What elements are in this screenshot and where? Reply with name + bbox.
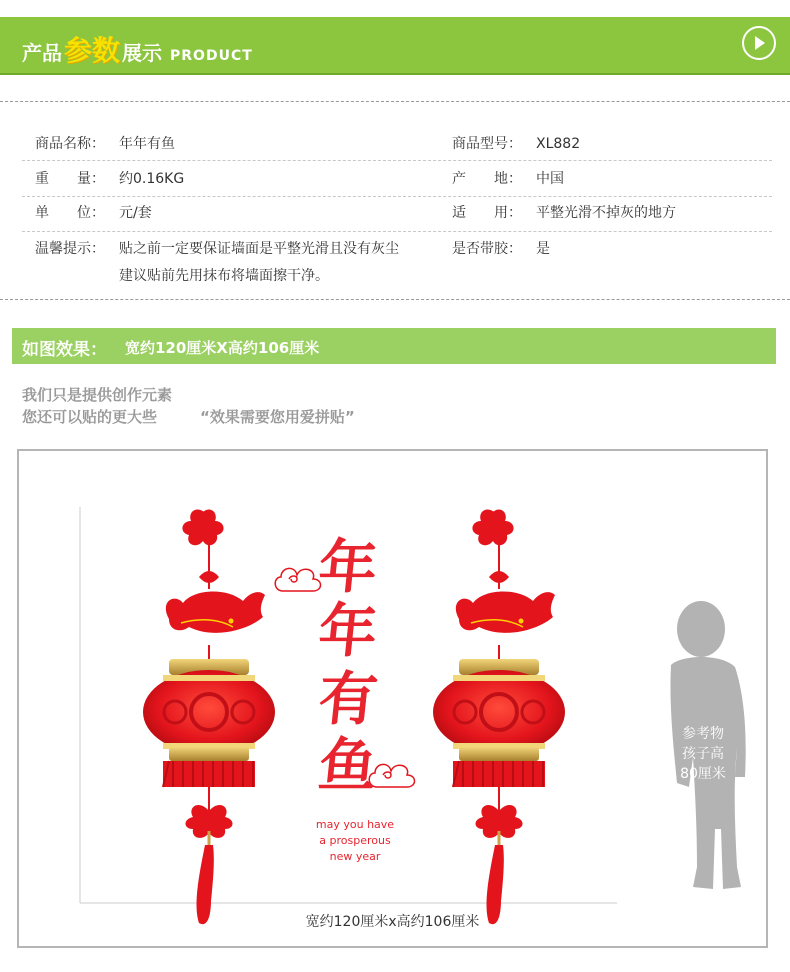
effect-heading-bar — [12, 328, 776, 364]
section-title — [22, 29, 253, 67]
model-label: 商品型号： — [452, 136, 522, 152]
unit-label: 单 位： — [35, 205, 105, 221]
calligraphy-char: 鱼 — [315, 731, 381, 799]
name-value: 年年有鱼 — [119, 136, 175, 152]
slogan-text — [295, 817, 415, 865]
model-value: XL882 — [536, 136, 581, 152]
effect-title: 如图效果： — [22, 340, 107, 360]
note-line1: 我们只是提供创作元素 — [22, 386, 173, 404]
divider-top — [0, 101, 790, 102]
row-divider — [22, 160, 772, 161]
dimension-caption: 宽约120厘米x高约106厘米 — [305, 914, 480, 930]
usage-value: 平整光滑不掉灰的地方 — [536, 205, 676, 221]
note-quote: “效果需要您用爱拼贴” — [200, 408, 355, 426]
tip-line2: 建议贴前先用抹布将墙面擦干净。 — [119, 268, 329, 284]
tip-label: 温馨提示： — [35, 241, 105, 257]
origin-label: 产 地： — [452, 171, 522, 187]
weight-label: 重 量： — [35, 171, 105, 187]
slogan-line: a prosperous — [319, 834, 391, 847]
chevron-right-circle-icon — [744, 28, 774, 58]
section-header-banner — [0, 17, 790, 73]
tip-line1: 贴之前一定要保证墙面是平整光滑且没有灰尘 — [119, 241, 399, 257]
usage-label: 适 用： — [452, 205, 522, 221]
title-part2: 展示 — [122, 41, 163, 65]
next-button[interactable] — [742, 26, 776, 60]
slogan-line: may you have — [315, 818, 395, 831]
reference-line: 孩子高 — [682, 746, 724, 762]
weight-value: 约0.16KG — [119, 171, 185, 187]
title-english: PRODUCT — [170, 48, 253, 64]
row-divider — [22, 196, 772, 197]
calligraphy-char: 有 — [315, 665, 381, 733]
preview-frame — [17, 449, 768, 948]
slogan-line: new year — [329, 850, 381, 863]
row-divider — [22, 231, 772, 232]
note-line2: 您还可以贴的更大些 — [22, 408, 158, 426]
title-highlight: 参数 — [64, 34, 121, 67]
reference-label — [673, 724, 733, 784]
origin-value: 中国 — [536, 171, 564, 187]
glue-label: 是否带胶： — [452, 241, 522, 257]
unit-value: 元/套 — [119, 205, 152, 221]
reference-line: 80厘米 — [680, 766, 726, 782]
divider-bottom — [0, 299, 790, 300]
reference-line: 参考物 — [682, 726, 724, 742]
effect-size: 宽约120厘米X高约106厘米 — [125, 339, 320, 357]
glue-value: 是 — [536, 241, 550, 257]
title-part1: 产品 — [22, 41, 62, 65]
name-label: 商品名称： — [35, 136, 105, 152]
calligraphy-char: 年 — [315, 597, 381, 665]
calligraphy-char: 年 — [315, 533, 381, 601]
wall-sticker-illustration — [19, 451, 766, 946]
